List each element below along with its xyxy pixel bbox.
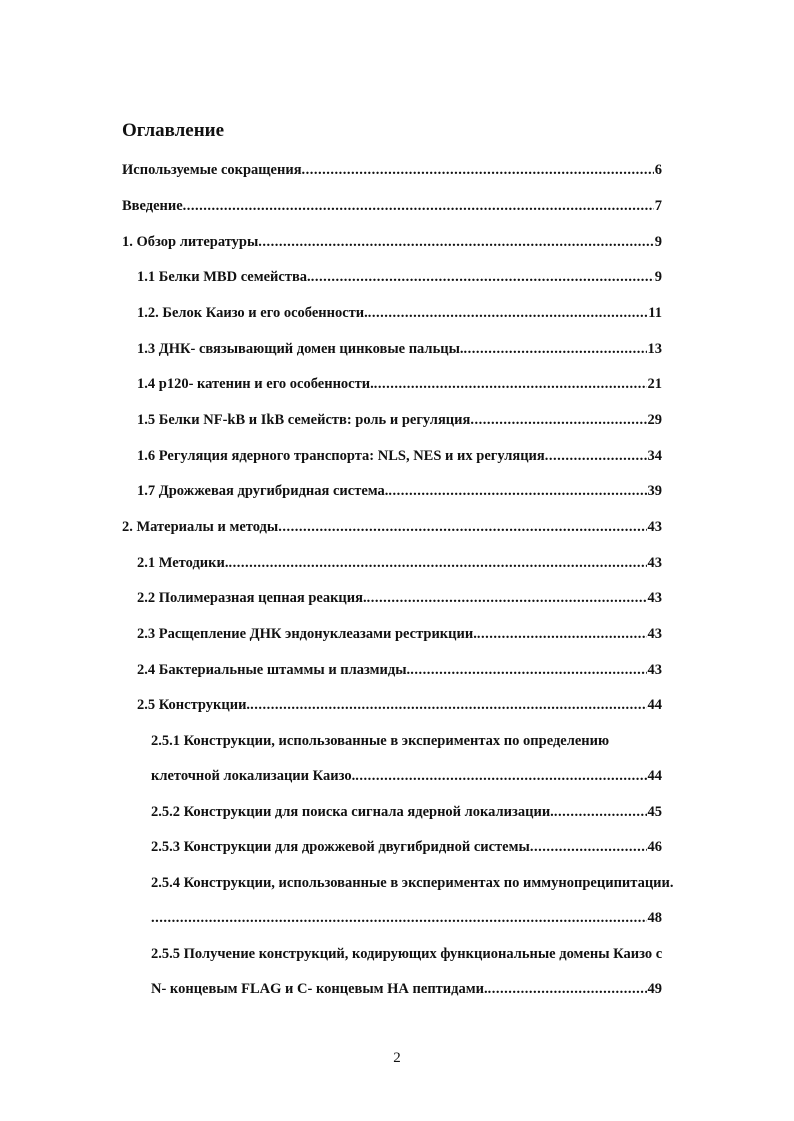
toc-entry[interactable]	[122, 162, 662, 182]
toc-leader	[464, 341, 647, 358]
toc-entry-label: 2. Материалы и методы	[122, 519, 279, 535]
toc-entry-page: 46	[647, 839, 662, 855]
toc-entry-page: 43	[647, 626, 662, 642]
toc-entry-label: 1.4 р120- катенин и его особенности.	[137, 376, 374, 392]
toc-entry-page: 48	[647, 910, 662, 926]
toc-entry-page: 11	[648, 305, 662, 321]
toc-entry[interactable]	[122, 234, 662, 254]
toc-leader	[183, 198, 654, 215]
toc-entry[interactable]	[137, 662, 662, 682]
toc-leader	[545, 448, 647, 465]
toc-entry[interactable]	[137, 626, 662, 646]
toc-entry-label: Используемые сокращения	[122, 162, 302, 178]
toc-entry-page: 44	[647, 697, 662, 713]
toc-leader	[388, 483, 646, 500]
toc-entry-page: 13	[647, 341, 662, 357]
toc-entry-page: 49	[647, 981, 662, 997]
toc-entry-label: 1.1 Белки MBD семейства.	[137, 269, 311, 285]
toc-entry-page: 43	[647, 519, 662, 535]
toc-entry-page: 7	[654, 198, 662, 214]
toc-entry[interactable]	[137, 305, 662, 325]
toc-entry-label: 2.5.3 Конструкции для дрожжевой двугибридной системы	[151, 839, 530, 855]
toc-entry[interactable]	[137, 555, 662, 575]
toc-entry-page: 6	[654, 162, 662, 178]
page-number: 2	[393, 1050, 401, 1066]
toc-entry-page: 9	[654, 234, 662, 250]
toc-leader	[250, 697, 646, 714]
toc-entry[interactable]	[122, 198, 662, 218]
toc-entry[interactable]	[151, 910, 662, 930]
toc-entry[interactable]	[151, 839, 662, 859]
toc-entry-label: 2.5 Конструкции.	[137, 697, 251, 713]
toc-leader	[228, 555, 646, 572]
toc-entry-label: 2.4 Бактериальные штаммы и плазмиды.	[137, 662, 411, 678]
toc-entry-label-line1[interactable]: 2.5.5 Получение конструкций, кодирующих функциональные домены Каизо с	[151, 946, 663, 962]
toc-leader	[530, 839, 647, 856]
toc-entry-label: 1.6 Регуляция ядерного транспорта: NLS, NES и их регуляция	[137, 448, 545, 464]
toc-leader	[367, 590, 647, 607]
toc-leader	[374, 376, 647, 393]
toc-leader	[258, 234, 653, 251]
toc-entry[interactable]	[122, 519, 662, 539]
toc-leader	[410, 662, 646, 679]
toc-entry-page: 43	[647, 555, 662, 571]
toc-entry[interactable]	[137, 697, 662, 717]
toc-entry-label: 1.7 Дрожжевая другибридная система.	[137, 483, 389, 499]
toc-entry-label-line1[interactable]: 2.5.1 Конструкции, использованные в экспериментах по определению	[151, 733, 610, 749]
toc-leader	[151, 910, 647, 927]
toc-entry[interactable]	[151, 804, 662, 824]
toc-entry[interactable]	[137, 590, 662, 610]
toc-entry[interactable]	[151, 981, 662, 1001]
toc-leader	[488, 981, 647, 998]
toc-leader	[470, 412, 646, 429]
toc-entry-page: 9	[654, 269, 662, 285]
toc-entry-label: 2.5.2 Конструкции для поиска сигнала ядерной локализации.	[151, 804, 554, 820]
toc-entry-label: Введение	[122, 198, 183, 214]
toc-entry-label: 1. Обзор литературы	[122, 234, 259, 250]
toc-leader	[368, 305, 648, 322]
toc-entry-label: 1.3 ДНК- связывающий домен цинковые пальцы.	[137, 341, 464, 357]
toc-entry[interactable]	[137, 376, 662, 396]
toc-entry-page: 45	[647, 804, 662, 820]
toc-entry-label: клеточной локализации Каизо.	[151, 768, 356, 784]
toc-entry-page: 34	[647, 448, 662, 464]
toc-entry-page: 39	[647, 483, 662, 499]
toc-entry-label: 2.2 Полимеразная цепная реакция.	[137, 590, 367, 606]
toc-entry-page: 21	[647, 376, 662, 392]
toc-entry-label: 1.5 Белки NF-kB и IkB семейств: роль и регуляция	[137, 412, 471, 428]
toc-leader	[311, 269, 654, 286]
toc-entry-page: 43	[647, 662, 662, 678]
toc-entry[interactable]	[137, 448, 662, 468]
toc-leader	[355, 768, 646, 785]
toc-entry[interactable]	[151, 768, 662, 788]
toc-leader	[278, 519, 646, 536]
toc-leader	[554, 804, 647, 821]
toc-leader	[302, 162, 654, 179]
toc-entry[interactable]	[137, 341, 662, 361]
toc-entry-label: 1.2. Белок Каизо и его особенности.	[137, 305, 368, 321]
toc-entry-label: 2.1 Методики.	[137, 555, 229, 571]
toc-entry-page: 43	[647, 590, 662, 606]
toc-leader	[477, 626, 647, 643]
toc-entry[interactable]	[137, 412, 662, 432]
toc-entry-label: 2.3 Расщепление ДНК эндонуклеазами рестрикции.	[137, 626, 477, 642]
toc-entry-page: 44	[647, 768, 662, 784]
toc-heading: Оглавление	[122, 120, 225, 141]
toc-entry-page: 29	[647, 412, 662, 428]
toc-entry[interactable]	[137, 483, 662, 503]
toc-entry-label: N- концевым FLAG и С- концевым НА пептидами.	[151, 981, 488, 997]
toc-entry[interactable]	[137, 269, 662, 289]
toc-entry-label-line1[interactable]: 2.5.4 Конструкции, использованные в экспериментах по иммунопреципитации.	[151, 875, 674, 891]
